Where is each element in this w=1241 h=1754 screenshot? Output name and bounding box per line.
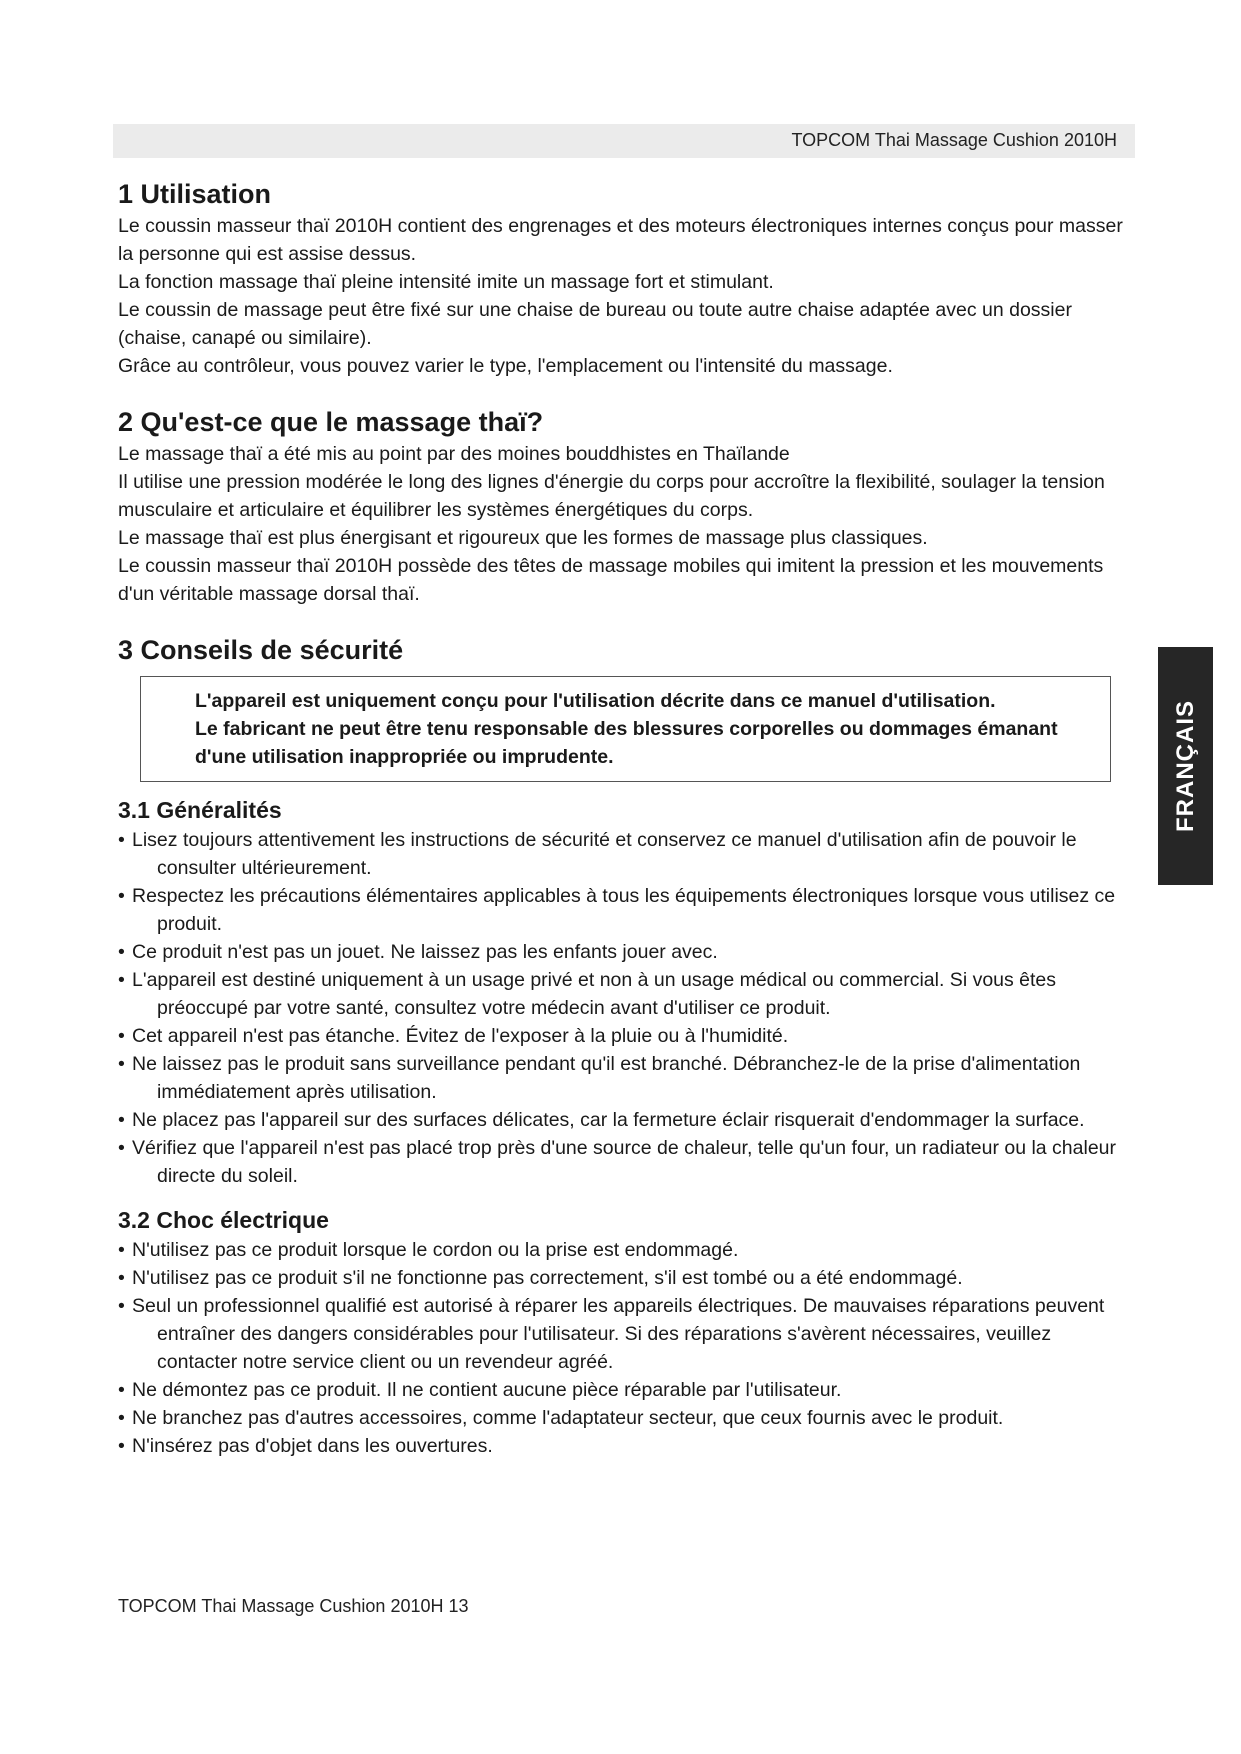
subsection-heading-choc-electrique: 3.2 Choc électrique [118,1207,329,1233]
list-item [118,882,1133,938]
list-item [118,1292,1133,1376]
paragraph: Le massage thaï est plus énergisant et rigoureux que les formes de massage plus classiques. [118,527,928,549]
warning-text: Le fabricant ne peut être tenu responsable des blessures corporelles ou dommages émanant d'une utilisation inappropriée ou imprudente. [195,718,1058,768]
bullet-icon: • [118,969,125,991]
warning-text: L'appareil est uniquement conçu pour l'utilisation décrite dans ce manuel d'utilisation. [195,690,996,712]
section-heading-massage-thai: 2 Qu'est-ce que le massage thaï? [118,407,544,437]
language-tab-label: FRANÇAIS [1171,700,1199,832]
page-footer: TOPCOM Thai Massage Cushion 2010H 13 [118,1596,469,1616]
paragraph: La fonction massage thaï pleine intensité imite un massage fort et stimulant. [118,271,774,293]
list-item [118,938,1133,966]
bullet-icon: • [118,1137,125,1159]
list-item [118,1264,1133,1292]
bullet-icon: • [118,829,125,851]
list-item [118,1134,1133,1190]
paragraph: Le coussin de massage peut être fixé sur une chaise de bureau ou toute autre chaise adaptée avec un dossier (chaise, canapé ou similaire). [118,299,1072,349]
list-item-text: Cet appareil n'est pas étanche. Évitez de l'exposer à la pluie ou à l'humidité. [132,1025,789,1047]
list-item [118,1404,1133,1432]
list-item [118,1432,1133,1460]
list-item-text: Ne branchez pas d'autres accessoires, comme l'adaptateur secteur, que ceux fournis avec le produit. [132,1407,1004,1429]
bullet-icon: • [118,941,125,963]
list-item-text: N'utilisez pas ce produit s'il ne fonctionne pas correctement, s'il est tombé ou a été endommagé. [132,1267,963,1289]
list-item [118,1106,1133,1134]
list-item-text: Ne placez pas l'appareil sur des surfaces délicates, car la fermeture éclair risquerait d'endommager la surface. [132,1109,1085,1131]
section-heading-securite: 3 Conseils de sécurité [118,635,404,665]
paragraph: Le coussin masseur thaï 2010H possède des têtes de massage mobiles qui imitent la pression et les mouvements d'un véritable massage dorsal thaï. [118,555,1104,605]
paragraph: Le coussin masseur thaï 2010H contient des engrenages et des moteurs électroniques internes conçus pour masser la personne qui est assise dessus. [118,215,1123,265]
bullet-icon: • [118,1407,125,1429]
paragraph: Grâce au contrôleur, vous pouvez varier le type, l'emplacement ou l'intensité du massage. [118,355,893,377]
paragraph: Le massage thaï a été mis au point par des moines bouddhistes en Thaïlande [118,443,790,465]
list-item-text: Respectez les précautions élémentaires applicables à tous les équipements électroniques lorsque vous utilisez ce produit. [132,885,1116,935]
bullet-icon: • [118,1239,125,1261]
section-heading-utilisation: 1 Utilisation [118,179,272,209]
list-item [118,1022,1133,1050]
bullet-list-choc-electrique [118,1236,1133,1460]
list-item-text: Ne laissez pas le produit sans surveillance pendant qu'il est branché. Débranchez-le de la prise d'alimentation immédiatement après utilisation. [132,1053,1081,1103]
list-item-text: N'insérez pas d'objet dans les ouvertures. [132,1435,493,1457]
warning-box [140,676,1111,782]
list-item-text: Vérifiez que l'appareil n'est pas placé trop près d'une source de chaleur, telle qu'un four, un radiateur ou la chaleur directe du soleil. [132,1137,1117,1187]
page-header [113,124,1135,158]
bullet-icon: • [118,1053,125,1075]
paragraph: Il utilise une pression modérée le long des lignes d'énergie du corps pour accroître la flexibilité, soulager la tension musculaire et articulaire et équilibrer les systèmes énergétiques du corps. [118,471,1105,521]
list-item [118,826,1133,882]
list-item-text: N'utilisez pas ce produit lorsque le cordon ou la prise est endommagé. [132,1239,739,1261]
bullet-icon: • [118,1025,125,1047]
subsection-heading-generalites: 3.1 Généralités [118,797,282,823]
bullet-icon: • [118,1267,125,1289]
bullet-icon: • [118,1435,125,1457]
list-item-text: L'appareil est destiné uniquement à un usage privé et non à un usage médical ou commercial. Si vous êtes préoccupé par votre santé, consultez votre médecin avant d'utiliser ce produit. [132,969,1057,1019]
bullet-icon: • [118,885,125,907]
list-item-text: Ce produit n'est pas un jouet. Ne laissez pas les enfants jouer avec. [132,941,718,963]
list-item-text: Ne démontez pas ce produit. Il ne contient aucune pièce réparable par l'utilisateur. [132,1379,842,1401]
bullet-list-generalites [118,826,1133,1190]
list-item [118,966,1133,1022]
list-item-text: Seul un professionnel qualifié est autorisé à réparer les appareils électriques. De mauvaises réparations peuvent entraîner des dangers considérables pour l'utilisateur. Si des réparations s'avèrent nécessaires, veuillez contacter notre service client ou un revendeur agréé. [132,1295,1105,1373]
list-item [118,1050,1133,1106]
bullet-icon: • [118,1295,125,1317]
bullet-icon: • [118,1109,125,1131]
bullet-icon: • [118,1379,125,1401]
header-title: TOPCOM Thai Massage Cushion 2010H [791,130,1117,150]
language-tab [1158,647,1213,885]
page-content [118,176,1133,1460]
list-item-text: Lisez toujours attentivement les instructions de sécurité et conservez ce manuel d'utilisation afin de pouvoir le consulter ultérieurement. [132,829,1077,879]
list-item [118,1376,1133,1404]
list-item [118,1236,1133,1264]
